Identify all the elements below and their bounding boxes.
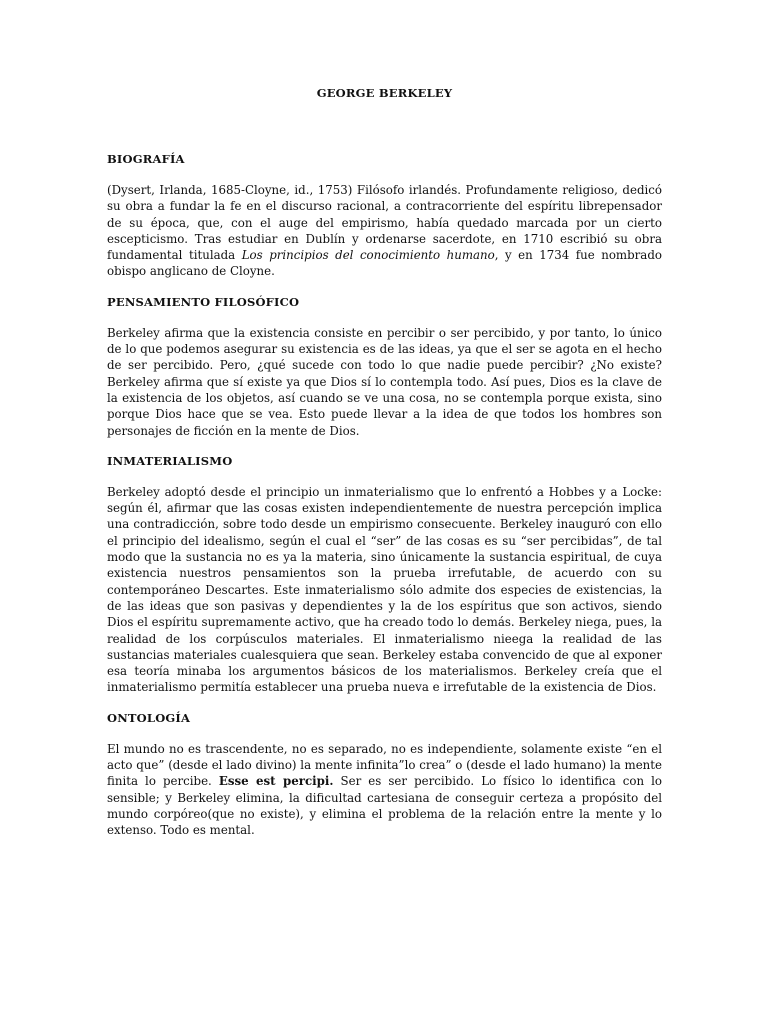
section-inmaterialismo	[107, 454, 662, 696]
section-heading-ontologia: ONTOLOGÍA	[107, 710, 191, 725]
section-heading-pensamiento: PENSAMIENTO FILOSÓFICO	[107, 294, 300, 309]
paragraph-inmaterialismo: Berkeley adoptó desde el principio un inmaterialismo que lo enfrentó a Hobbes y a Locke: según él, afirmar que las cosas existen independientemente de nuestra percepción implica una contradicción, sobre todo desde un empirismo consecuente. Berkeley inauguró con ello el principio del idealismo, según el cual el “ser” de las cosas es su “ser percibidas”, de tal modo que la sustancia no es ya la materia, sino únicamente la sustancia espiritual, de cuya existencia nuestros pensamientos son la prueba irrefutable, de acuerdo con su contemporáneo Descartes. Este inmaterialismo sólo admite dos especies de existencias, la de las ideas que son pasivas y dependientes y la de los espíritus que son activos, siendo Dios el espíritu supremamente activo, que ha creado todo lo demás. Berkeley niega, pues, la realidad de los corpúsculos materiales. El inmaterialismo nieega la realidad de las sustancias materiales cualesquiera que sean. Berkeley estaba convencido de que al exponer esa teoría minaba los argumentos básicos de los materialismos. Berkeley creía que el inmaterialismo permitía establecer una prueba nueva e irrefutable de la existencia de Dios.	[107, 484, 662, 695]
document-title: GEORGE BERKELEY	[316, 86, 453, 100]
paragraph-biografia-text-1: (Dysert, Irlanda, 1685-Cloyne, id., 1753) Filósofo irlandés. Profundamente religioso, dedicó su obra a fundar la fe en el discurso racional, a contracorriente del espíritu librepensador de su época, que, con el auge del empirismo, había quedado marcada por un cierto escepticismo. Tras estudiar en Dublín y ordenarse sacerdote, en 1710 escribió su obra fundamental titulada	[107, 183, 662, 263]
section-pensamiento	[107, 295, 662, 439]
paragraph-biografia	[107, 182, 662, 280]
paragraph-pensamiento: Berkeley afirma que la existencia consiste en percibir o ser percibido, y por tanto, lo único de lo que podemos asegurar su existencia es de las ideas, ya que el ser se agota en el hecho de ser percibido. Pero, ¿qué sucede con todo lo que nadie puede percibir? ¿No existe? Berkeley afirma que sí existe ya que Dios sí lo contempla todo. Así pues, Dios es la clave de la existencia de los objetos, así cuando se ve una cosa, no se contempla porque exista, sino porque Dios hace que se vea. Esto puede llevar a la idea de que todos los hombres son personajes de ficción en la mente de Dios.	[107, 325, 662, 438]
paragraph-ontologia	[107, 741, 662, 839]
section-ontologia	[107, 711, 662, 839]
section-heading-inmaterialismo: INMATERIALISMO	[107, 453, 233, 468]
latin-phrase-bold: Esse est percipi.	[218, 774, 334, 789]
paragraph-ontologia-text-1: El mundo no es trascendente, no es separado, no es independiente, solamente existe “en el acto que” (desde el lado divino) la mente infinita”lo crea” o (desde el lado humano) la mente finita lo percibe.	[107, 741, 662, 789]
paragraph-ontologia-text-2: Ser es ser percibido. Lo físico lo identifica con lo sensible; y Berkeley elimina, la dificultad cartesiana de conseguir certeza a propósito del mundo corpóreo(que no existe), y elimina el problema de la relación entre la mente y lo extenso. Todo es mental.	[107, 774, 663, 838]
document-page	[107, 86, 662, 854]
section-heading-biografia: BIOGRAFÍA	[107, 152, 185, 166]
section-biografia	[107, 152, 662, 280]
paragraph-biografia-text-2: , y en 1734 fue nombrado obispo anglicano de Cloyne.	[107, 248, 662, 279]
book-title-italic: Los principios del conocimiento humano	[241, 248, 495, 263]
